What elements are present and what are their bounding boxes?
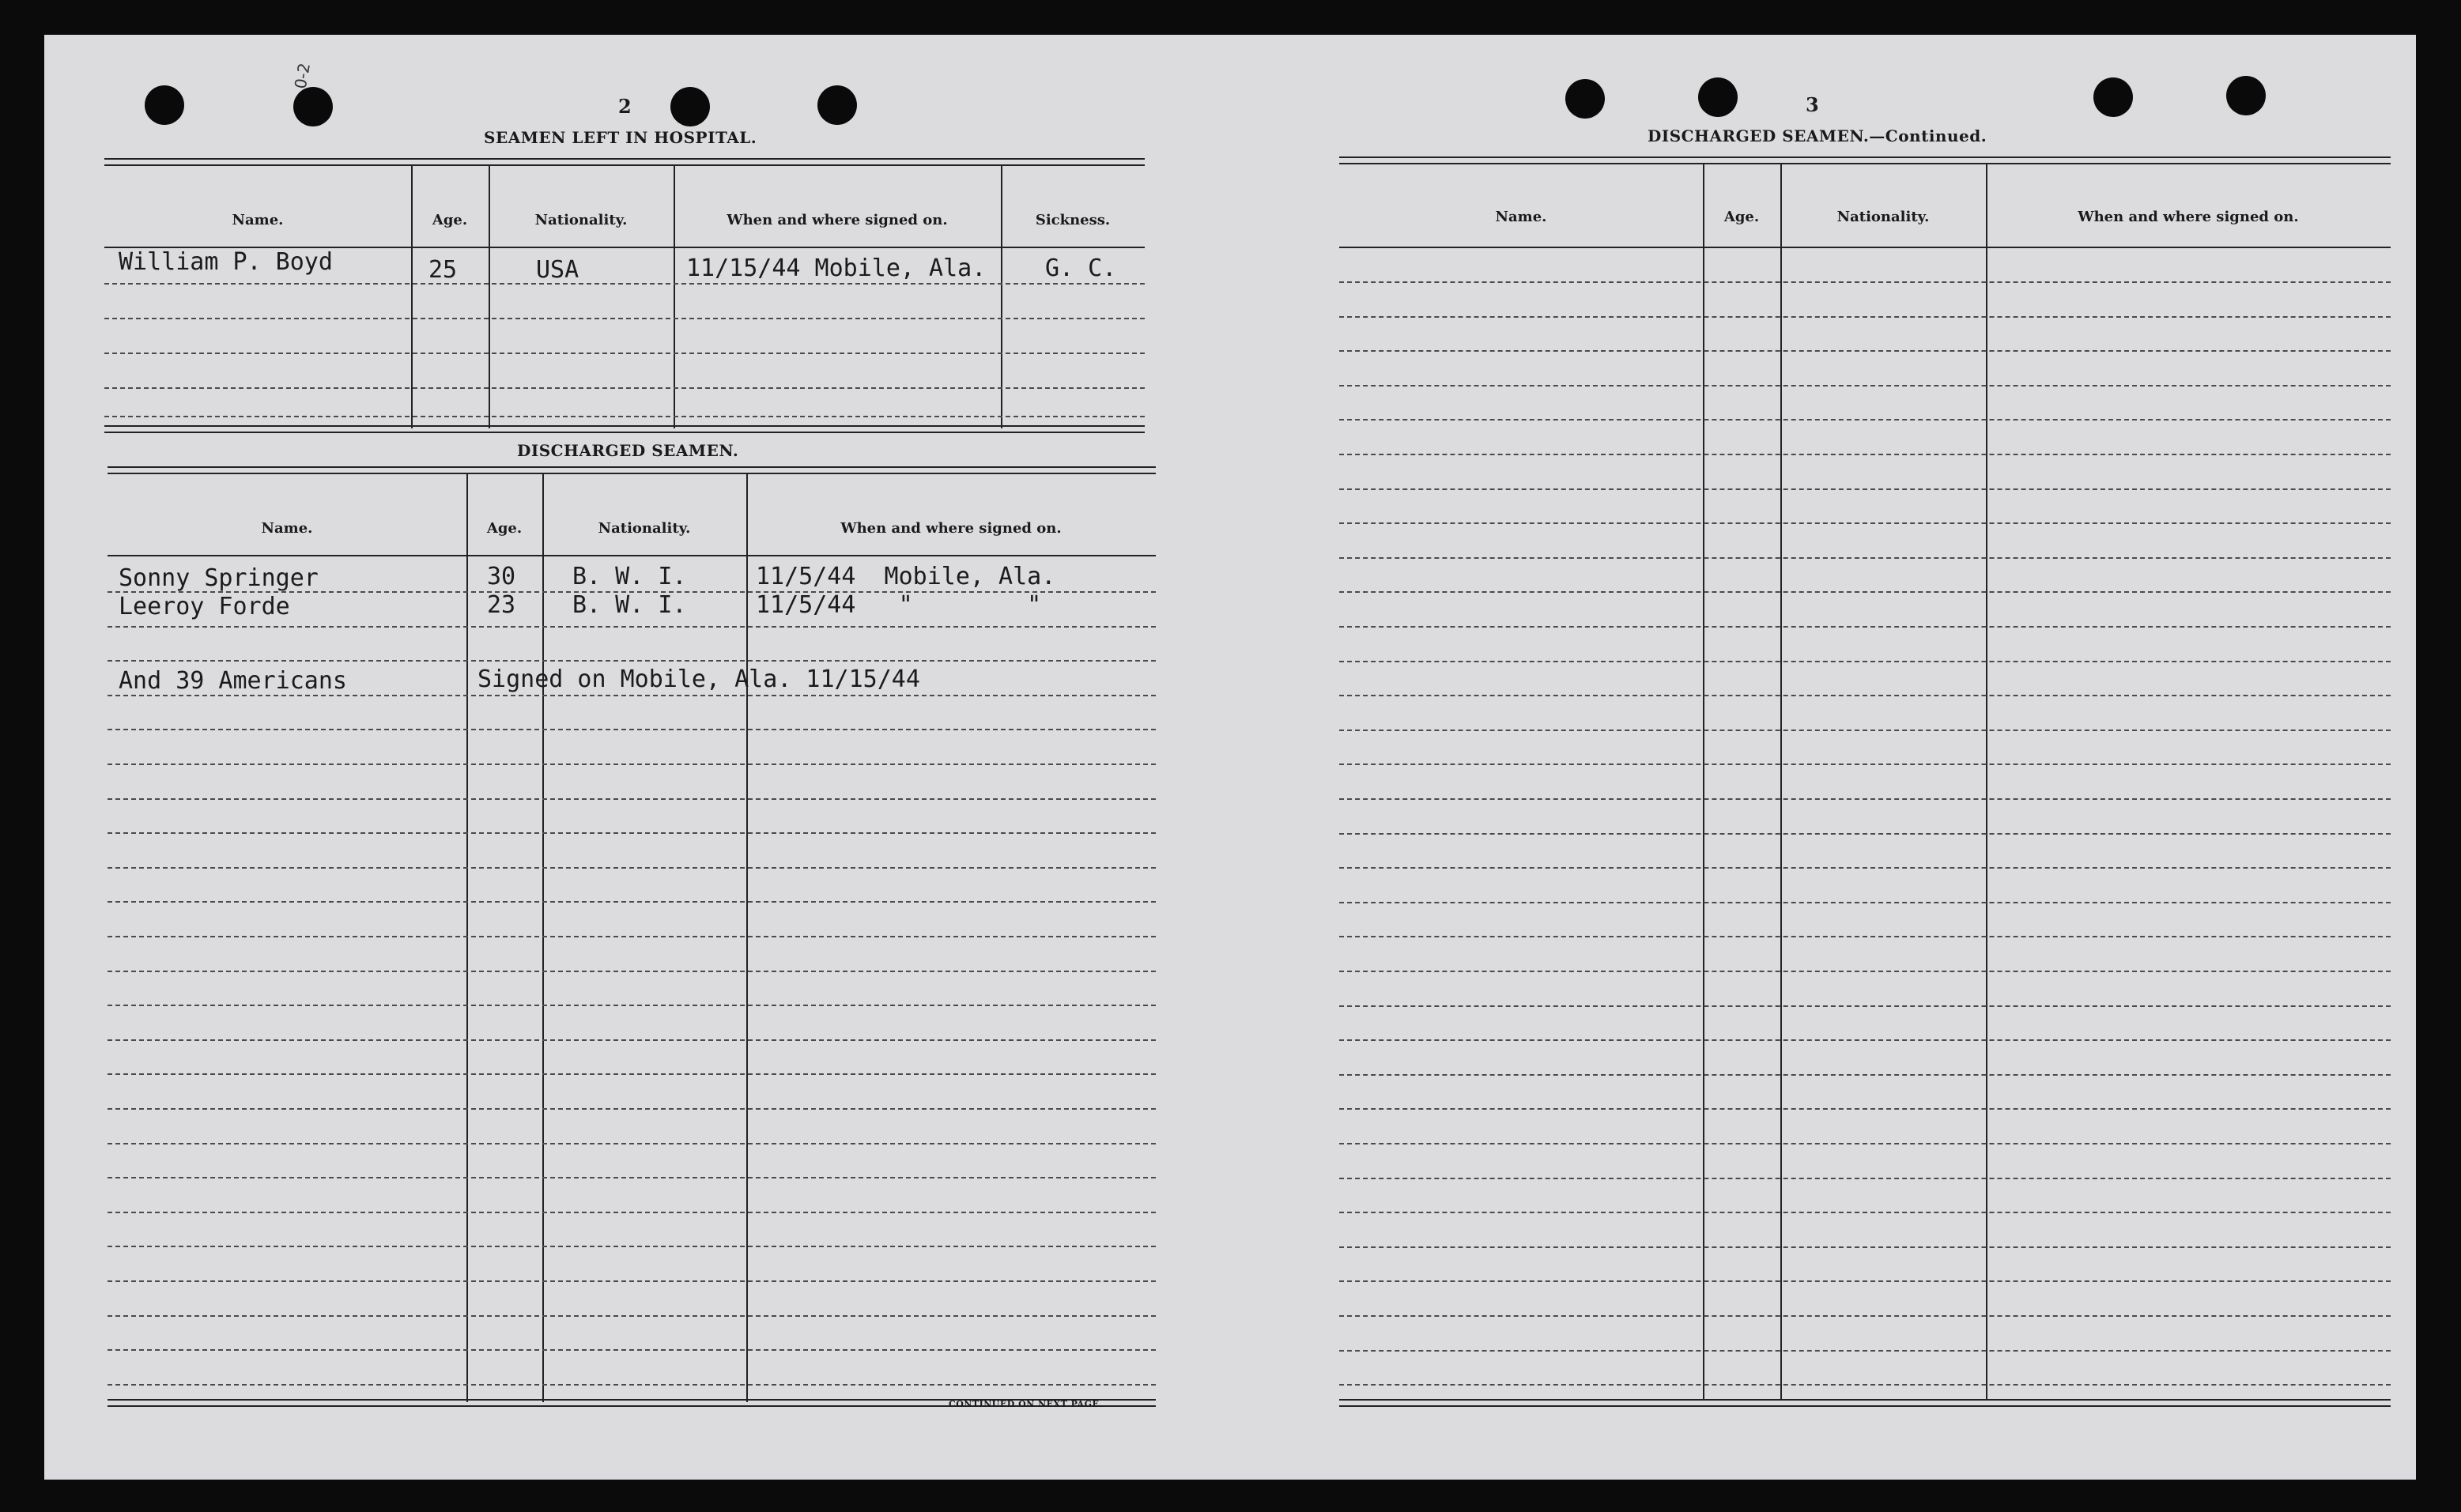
row-line <box>108 729 1156 730</box>
discharged-table <box>108 466 1156 1438</box>
column-divider <box>746 474 748 1402</box>
column-divider <box>411 166 413 428</box>
header-signed-on: When and where signed on. <box>2078 209 2299 225</box>
row-line <box>108 1108 1156 1110</box>
column-divider <box>1001 166 1002 428</box>
row-line <box>1339 661 2391 662</box>
row-line <box>1339 730 2391 731</box>
header-age: Age. <box>432 212 468 228</box>
row-line <box>1339 867 2391 869</box>
row-line <box>108 1039 1156 1041</box>
row-line <box>1339 350 2391 352</box>
discharged-note-text: Signed on Mobile, Ala. 11/15/44 <box>477 666 920 693</box>
row-line <box>108 1212 1156 1213</box>
column-divider <box>489 166 490 428</box>
discharged-name-cell: Leeroy Forde <box>119 593 290 620</box>
row-line <box>108 1005 1156 1006</box>
row-line <box>108 626 1156 628</box>
row-line <box>1339 1108 2391 1110</box>
hospital-age-cell: 25 <box>428 256 458 284</box>
right-page <box>1230 35 2416 1480</box>
row-line <box>104 387 1145 389</box>
hospital-sickness-cell: G. C. <box>1045 255 1117 282</box>
row-line <box>1339 1005 2391 1007</box>
row-line <box>1339 488 2391 490</box>
row-line <box>108 1246 1156 1247</box>
row-line <box>1339 695 2391 696</box>
row-line <box>1339 1212 2391 1213</box>
hospital-signed-on-cell: 11/15/44 Mobile, Ala. <box>686 255 987 282</box>
row-line <box>104 283 1145 285</box>
page-number: 3 <box>1806 93 1819 116</box>
discharged-nationality-cell: B. W. I. <box>572 591 687 619</box>
header-signed-on: When and where signed on. <box>840 520 1062 537</box>
row-line <box>1339 522 2391 524</box>
punch-hole <box>145 85 184 125</box>
row-line <box>1339 626 2391 628</box>
row-line <box>1339 971 2391 972</box>
row-line <box>108 901 1156 903</box>
discharged-age-cell: 30 <box>487 563 516 590</box>
row-line <box>1339 454 2391 455</box>
row-line <box>1339 1350 2391 1352</box>
row-line <box>108 1315 1156 1317</box>
row-line <box>104 416 1145 417</box>
row-line <box>108 1143 1156 1144</box>
row-line <box>108 1384 1156 1386</box>
row-line <box>108 832 1156 834</box>
header-sickness: Sickness. <box>1035 212 1111 228</box>
row-line <box>108 798 1156 800</box>
row-line <box>1339 591 2391 593</box>
header-nationality: Nationality. <box>1836 209 1930 225</box>
header-age: Age. <box>1723 209 1760 225</box>
continued-footer: CONTINUED ON NEXT PAGE. <box>949 1399 1103 1409</box>
row-line <box>1339 1074 2391 1076</box>
page-number: 2 <box>618 95 632 118</box>
row-line <box>108 936 1156 937</box>
hospital-section-title: SEAMEN LEFT IN HOSPITAL. <box>484 128 757 147</box>
row-line <box>1339 1143 2391 1144</box>
row-line <box>1339 798 2391 800</box>
row-line <box>1339 385 2391 386</box>
hospital-nationality-cell: USA <box>536 256 579 284</box>
table-rule <box>1339 1399 2391 1407</box>
table-rule <box>1339 247 2391 248</box>
table-rule <box>1339 156 2391 164</box>
table-rule <box>108 555 1156 556</box>
row-line <box>108 764 1156 765</box>
row-line <box>1339 764 2391 765</box>
row-line <box>1339 316 2391 318</box>
row-line <box>1339 557 2391 559</box>
row-line <box>1339 936 2391 937</box>
punch-hole <box>2226 76 2266 115</box>
row-line <box>108 1349 1156 1351</box>
punch-hole <box>2093 77 2133 117</box>
punch-hole <box>1565 79 1605 119</box>
row-line <box>108 695 1156 696</box>
header-name: Name. <box>232 212 284 228</box>
table-rule <box>104 425 1145 433</box>
row-line <box>108 1280 1156 1282</box>
row-line <box>108 867 1156 869</box>
row-line <box>1339 1178 2391 1179</box>
table-rule <box>108 466 1156 474</box>
corner-mark: 0-2 <box>290 61 314 91</box>
header-name: Name. <box>261 520 313 537</box>
punch-hole <box>817 85 857 125</box>
row-line <box>108 1177 1156 1178</box>
row-line <box>108 1073 1156 1075</box>
discharged-nationality-cell: B. W. I. <box>572 563 687 590</box>
row-line <box>104 318 1145 319</box>
hospital-table <box>104 158 1145 468</box>
discharged-section-title: DISCHARGED SEAMEN. <box>517 441 739 460</box>
row-line <box>1339 419 2391 420</box>
discharged-continued-table <box>1339 156 2391 1445</box>
punch-hole <box>1698 77 1738 117</box>
punch-hole <box>670 87 710 126</box>
column-divider <box>466 474 468 1402</box>
discharged-note-name: And 39 Americans <box>119 667 347 695</box>
header-nationality: Nationality. <box>534 212 628 228</box>
row-line <box>1339 1315 2391 1317</box>
row-line <box>108 660 1156 662</box>
row-line <box>1339 281 2391 283</box>
column-divider <box>674 166 675 428</box>
row-line <box>104 353 1145 354</box>
row-line <box>1339 1039 2391 1041</box>
row-line <box>1339 1246 2391 1248</box>
row-line <box>108 971 1156 972</box>
row-line <box>1339 1384 2391 1386</box>
row-line <box>1339 1280 2391 1282</box>
header-signed-on: When and where signed on. <box>727 212 948 228</box>
row-line <box>1339 902 2391 903</box>
discharged-name-cell: Sonny Springer <box>119 564 319 592</box>
header-nationality: Nationality. <box>598 520 691 537</box>
punch-hole <box>293 87 333 126</box>
row-line <box>1339 833 2391 835</box>
header-name: Name. <box>1495 209 1547 225</box>
column-divider <box>542 474 544 1402</box>
header-age: Age. <box>486 520 523 537</box>
document-sheet <box>44 35 2416 1480</box>
hospital-name-cell: William P. Boyd <box>119 248 333 276</box>
discharged-signed-on-cell: 11/5/44 " " <box>756 591 1042 619</box>
discharged-continued-title: DISCHARGED SEAMEN.—Continued. <box>1648 126 1987 145</box>
left-page <box>44 35 1230 1480</box>
table-rule <box>104 158 1145 166</box>
discharged-signed-on-cell: 11/5/44 Mobile, Ala. <box>756 563 1056 590</box>
discharged-age-cell: 23 <box>487 591 516 619</box>
